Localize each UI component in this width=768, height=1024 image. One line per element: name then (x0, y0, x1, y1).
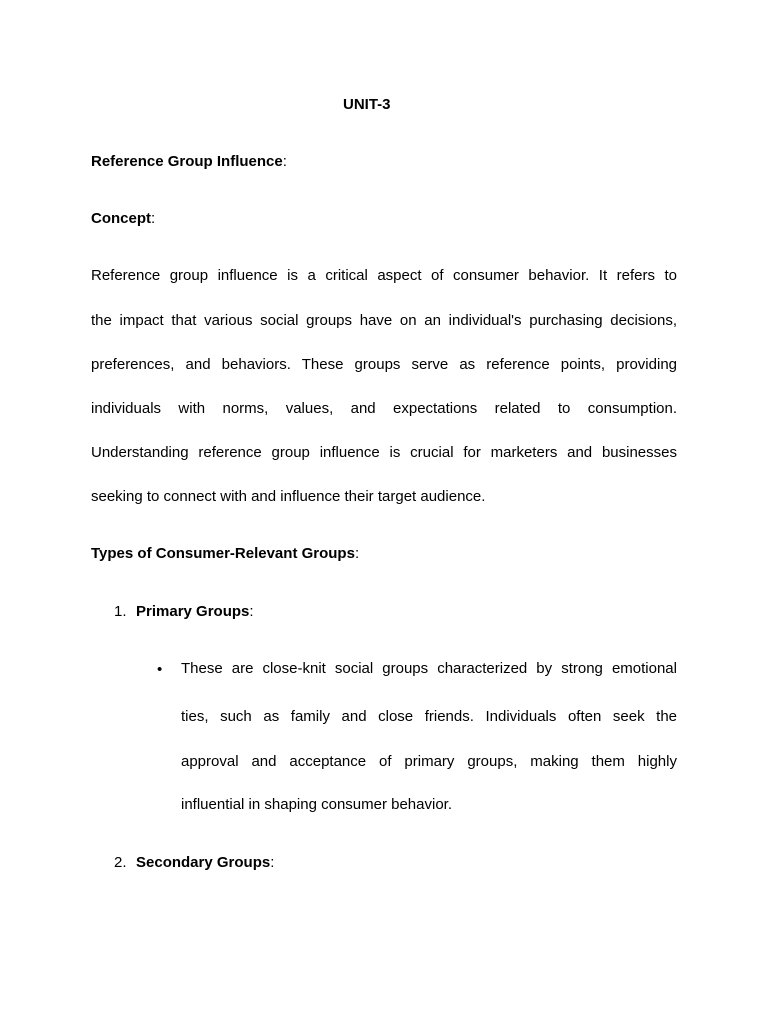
bullet-line: These are close-knit social groups characterized by strong emotional (181, 660, 677, 677)
paragraph-line: seeking to connect with and influence their target audience. (91, 488, 486, 505)
secondary-groups-colon: : (270, 854, 275, 871)
unit-title: UNIT-3 (343, 96, 391, 113)
list-item-title (136, 853, 274, 873)
bullet-icon: • (157, 661, 163, 678)
types-heading-text: Types of Consumer-Relevant Groups (91, 545, 355, 562)
list-number: 1. (114, 603, 127, 620)
concept-heading (91, 209, 155, 229)
section-heading-colon: : (282, 153, 287, 170)
primary-groups-title: Primary Groups (136, 603, 250, 620)
list-item-title (136, 602, 254, 622)
section-heading-text: Reference Group Influence (91, 153, 283, 170)
list-number: 2. (114, 854, 127, 871)
paragraph-line: preferences, and behaviors. These groups serve as reference points, providing (91, 356, 677, 373)
bullet-line: approval and acceptance of primary groups, making them highly (181, 753, 677, 770)
paragraph-line: Reference group influence is a critical aspect of consumer behavior. It refers to (91, 267, 677, 284)
types-heading-colon: : (354, 545, 360, 562)
primary-groups-colon: : (249, 603, 254, 620)
bullet-line: ties, such as family and close friends. Individuals often seek the (181, 708, 677, 725)
concept-heading-colon: : (151, 210, 156, 227)
types-heading (91, 544, 359, 564)
secondary-groups-title: Secondary Groups (136, 854, 271, 871)
paragraph-line: individuals with norms, values, and expectations related to consumption. (91, 400, 677, 417)
section-heading (91, 152, 287, 172)
paragraph-line: Understanding reference group influence is crucial for marketers and businesses (91, 444, 677, 461)
concept-heading-text: Concept (91, 210, 151, 227)
paragraph-line: the impact that various social groups have on an individual's purchasing decisions, (91, 312, 677, 329)
bullet-line: influential in shaping consumer behavior. (181, 796, 453, 813)
